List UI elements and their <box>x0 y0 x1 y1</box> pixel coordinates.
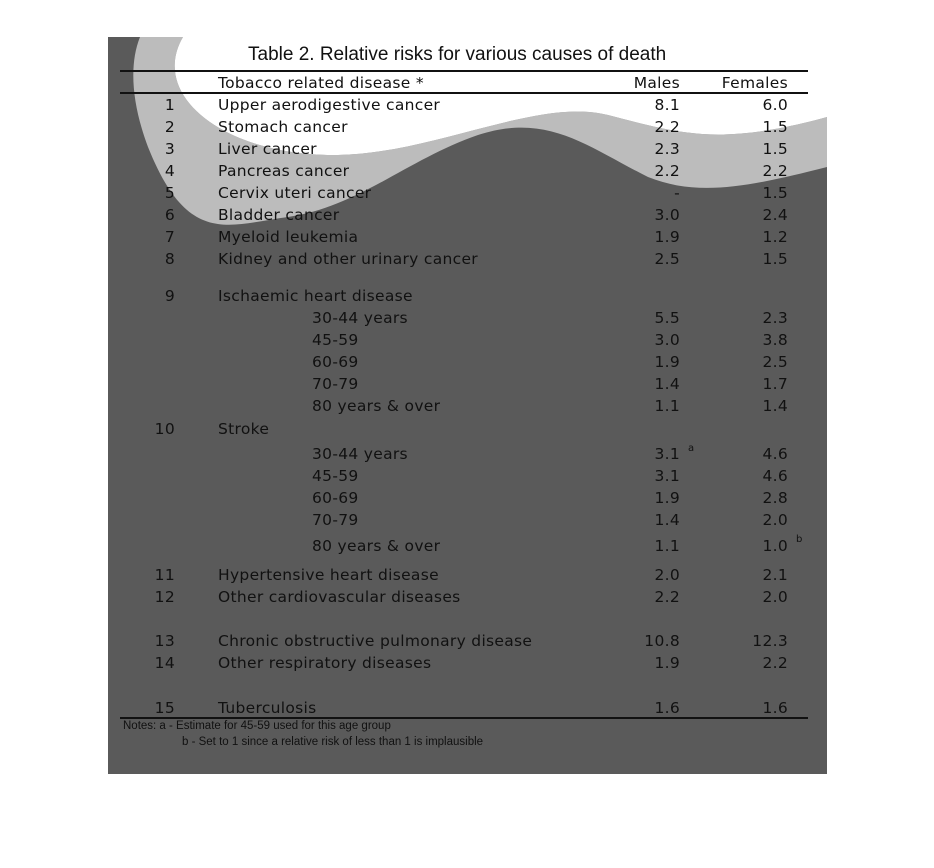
row-females-value: 4.6 <box>762 445 788 463</box>
top-rule <box>120 70 808 72</box>
row-females-value: 3.8 <box>762 331 788 349</box>
row-males-value: 1.1 <box>654 397 680 415</box>
row-males-value: 2.2 <box>654 162 680 180</box>
row-females-value: 1.6 <box>762 699 788 717</box>
row-subgroup-label: 80 years & over <box>312 537 441 555</box>
row-females-value: 6.0 <box>762 96 788 114</box>
header-disease: Tobacco related disease * <box>218 74 424 92</box>
footnote-mark-a: a <box>688 443 695 454</box>
row-males-value: 2.0 <box>654 566 680 584</box>
row-disease-name: Kidney and other urinary cancer <box>218 250 478 268</box>
row-disease-name: Other cardiovascular diseases <box>218 588 461 606</box>
row-number: 8 <box>164 250 175 268</box>
row-disease-name: Stomach cancer <box>218 118 348 136</box>
row-number: 5 <box>164 184 175 202</box>
row-disease-name: Ischaemic heart disease <box>218 287 413 305</box>
row-subgroup-label: 70-79 <box>312 511 359 529</box>
row-females-value: 2.3 <box>762 309 788 327</box>
row-subgroup-label: 30-44 years <box>312 445 408 463</box>
row-number: 14 <box>154 654 175 672</box>
row-females-value: 2.2 <box>762 162 788 180</box>
header-females: Females <box>721 74 788 92</box>
row-females-value: 1.5 <box>762 140 788 158</box>
row-females-value: 2.1 <box>762 566 788 584</box>
row-females-value: 1.2 <box>762 228 788 246</box>
row-males-value: 3.1 <box>654 445 680 463</box>
table-title: Table 2. Relative risks for various causes of death <box>248 44 667 65</box>
row-subgroup-label: 45-59 <box>312 331 359 349</box>
row-males-value: 1.9 <box>654 654 680 672</box>
row-number: 13 <box>154 632 175 650</box>
row-males-value: 8.1 <box>654 96 680 114</box>
note-b: b - Set to 1 since a relative risk of less than 1 is implausible <box>182 736 484 748</box>
row-number: 12 <box>154 588 175 606</box>
row-females-value: 1.0 <box>762 537 788 555</box>
row-males-value: 1.6 <box>654 699 680 717</box>
row-males-value: 2.3 <box>654 140 680 158</box>
row-number: 7 <box>164 228 175 246</box>
row-females-value: 4.6 <box>762 467 788 485</box>
row-males-value: 3.1 <box>654 467 680 485</box>
row-males-value: - <box>674 184 680 202</box>
note-a: Notes: a - Estimate for 45-59 used for this age group <box>123 720 391 732</box>
row-males-value: 10.8 <box>644 632 680 650</box>
footnote-mark-b: b <box>796 534 803 545</box>
row-females-value: 2.4 <box>762 206 788 224</box>
row-number: 9 <box>164 287 175 305</box>
row-number: 4 <box>164 162 175 180</box>
row-males-value: 3.0 <box>654 331 680 349</box>
row-disease-name: Other respiratory diseases <box>218 654 432 672</box>
row-females-value: 1.5 <box>762 118 788 136</box>
row-males-value: 1.9 <box>654 489 680 507</box>
row-disease-name: Stroke <box>218 420 270 438</box>
row-males-value: 5.5 <box>654 309 680 327</box>
row-females-value: 2.0 <box>762 511 788 529</box>
row-number: 6 <box>164 206 175 224</box>
row-subgroup-label: 60-69 <box>312 353 359 371</box>
row-disease-name: Tuberculosis <box>218 699 317 717</box>
row-disease-name: Liver cancer <box>218 140 317 158</box>
row-females-value: 2.2 <box>762 654 788 672</box>
row-males-value: 2.2 <box>654 118 680 136</box>
row-disease-name: Myeloid leukemia <box>218 228 359 246</box>
row-males-value: 2.2 <box>654 588 680 606</box>
row-males-value: 1.4 <box>654 375 680 393</box>
header-males: Males <box>633 74 680 92</box>
row-males-value: 1.4 <box>654 511 680 529</box>
row-disease-name: Chronic obstructive pulmonary disease <box>218 632 533 650</box>
row-subgroup-label: 30-44 years <box>312 309 408 327</box>
row-subgroup-label: 45-59 <box>312 467 359 485</box>
row-disease-name: Cervix uteri cancer <box>218 184 372 202</box>
row-number: 2 <box>164 118 175 136</box>
row-number: 10 <box>154 420 175 438</box>
row-females-value: 2.0 <box>762 588 788 606</box>
row-disease-name: Pancreas cancer <box>218 162 350 180</box>
row-males-value: 2.5 <box>654 250 680 268</box>
row-number: 1 <box>164 96 175 114</box>
row-females-value: 2.5 <box>762 353 788 371</box>
row-females-value: 1.5 <box>762 250 788 268</box>
row-males-value: 3.0 <box>654 206 680 224</box>
row-number: 3 <box>164 140 175 158</box>
row-subgroup-label: 60-69 <box>312 489 359 507</box>
row-females-value: 1.4 <box>762 397 788 415</box>
row-number: 15 <box>154 699 175 717</box>
row-females-value: 12.3 <box>752 632 788 650</box>
row-males-value: 1.9 <box>654 353 680 371</box>
row-subgroup-label: 80 years & over <box>312 397 441 415</box>
row-disease-name: Hypertensive heart disease <box>218 566 439 584</box>
row-number: 11 <box>154 566 175 584</box>
row-males-value: 1.9 <box>654 228 680 246</box>
row-females-value: 1.7 <box>762 375 788 393</box>
row-subgroup-label: 70-79 <box>312 375 359 393</box>
row-females-value: 1.5 <box>762 184 788 202</box>
row-females-value: 2.8 <box>762 489 788 507</box>
row-disease-name: Upper aerodigestive cancer <box>218 96 441 114</box>
row-males-value: 1.1 <box>654 537 680 555</box>
row-disease-name: Bladder cancer <box>218 206 340 224</box>
